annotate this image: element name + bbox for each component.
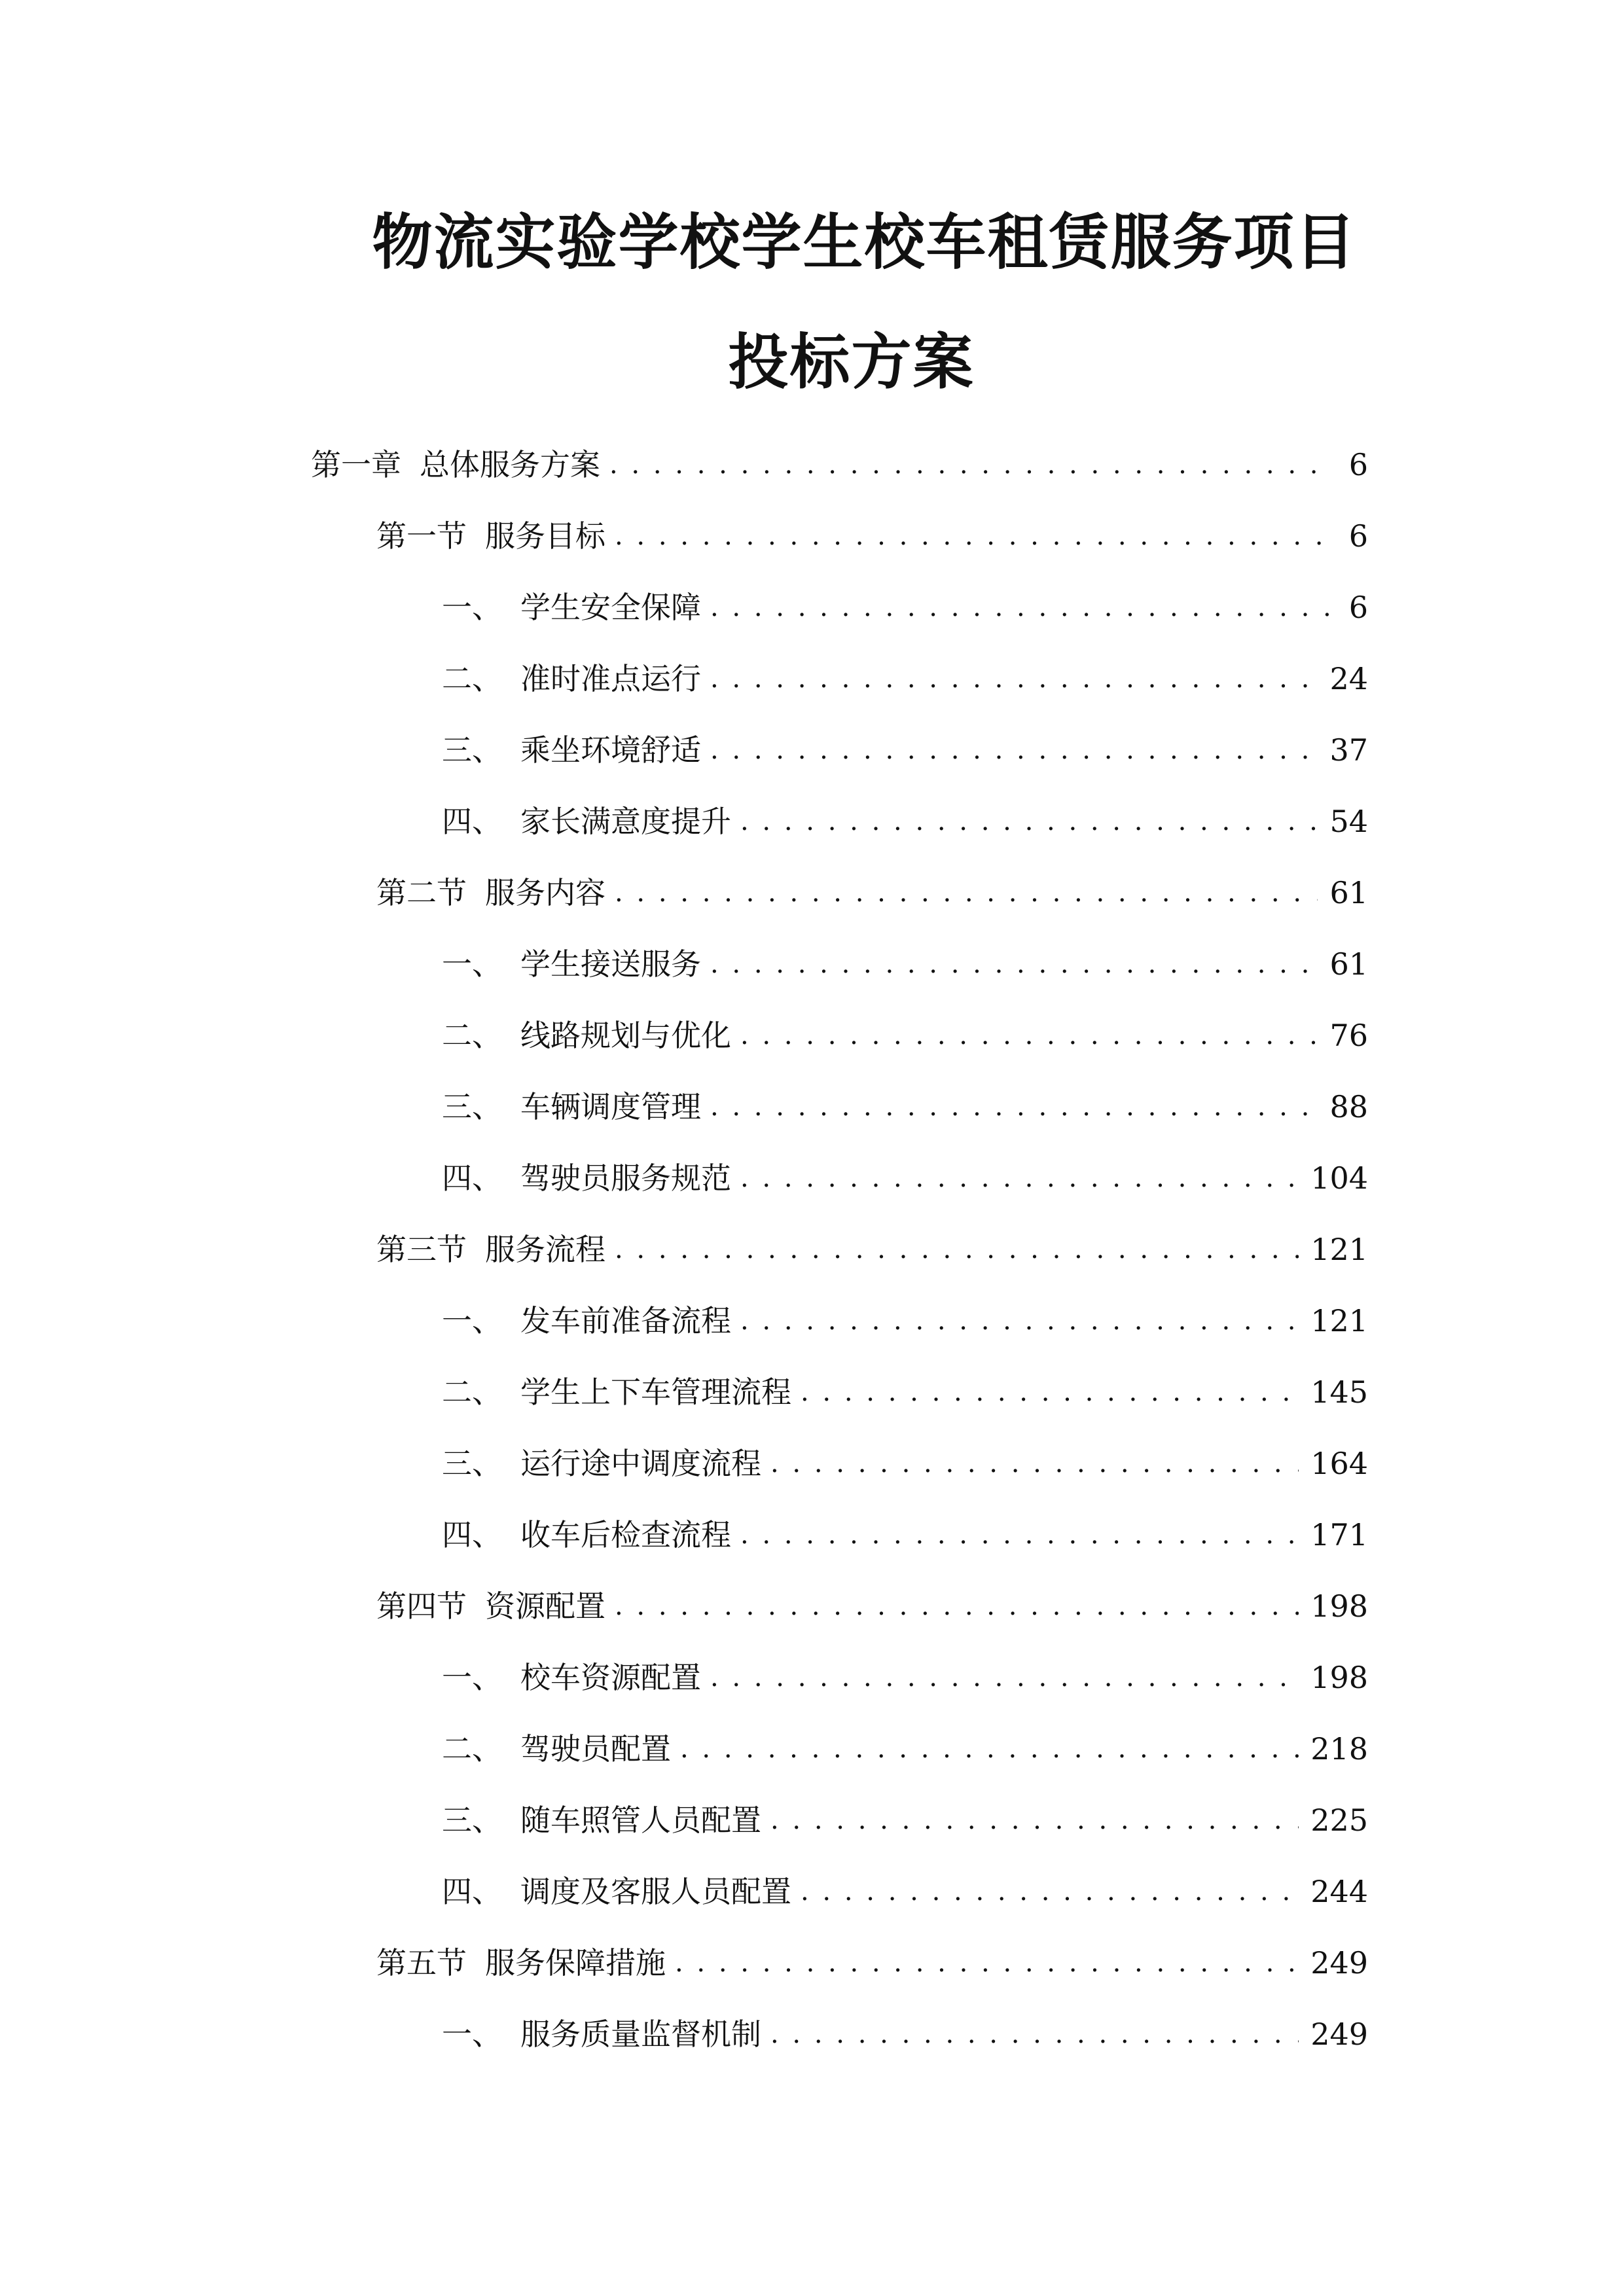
toc-entry[interactable]: [442, 1087, 1368, 1126]
toc-entry-label: 车辆调度管理: [520, 1089, 701, 1124]
toc-dot-leader: [740, 1158, 1299, 1198]
toc-entry[interactable]: [376, 1230, 1368, 1269]
toc-entry-number: 四、: [442, 1874, 502, 1909]
toc-dot-leader: [770, 1444, 1299, 1483]
toc-entry-label: 准时准点运行: [520, 661, 701, 696]
toc-entry[interactable]: [442, 588, 1368, 627]
toc-entry[interactable]: [442, 1444, 1368, 1483]
toc-dot-leader: [770, 1801, 1299, 1840]
toc-entry[interactable]: [376, 873, 1368, 912]
toc-entry-page-number: 225: [1310, 1803, 1368, 1838]
toc-entry-label: 校车资源配置: [520, 1660, 701, 1695]
toc-entry-page-number: 6: [1348, 447, 1368, 482]
toc-dot-leader: [740, 1515, 1299, 1554]
toc-entry[interactable]: [442, 944, 1368, 984]
toc-entry-number: 第一节: [376, 518, 467, 554]
toc-dot-leader: [710, 659, 1318, 698]
toc-entry-page-number: 24: [1329, 661, 1368, 696]
toc-entry-page-number: 249: [1310, 1945, 1368, 1981]
toc-entry-number: 一、: [442, 590, 502, 625]
toc-entry-label: 服务目标: [485, 518, 605, 554]
toc-dot-leader: [710, 1658, 1299, 1697]
toc-entry-label: 随车照管人员配置: [520, 1803, 761, 1838]
toc-entry-page-number: 61: [1329, 875, 1368, 910]
toc-dot-leader: [740, 1301, 1299, 1340]
toc-entry[interactable]: [442, 2015, 1368, 2054]
toc-entry[interactable]: [442, 1016, 1368, 1055]
toc-entry-page-number: 249: [1310, 2017, 1368, 2052]
toc-dot-leader: [801, 1872, 1299, 1911]
toc-entry[interactable]: [376, 1587, 1368, 1626]
toc-entry-number: 第一章: [311, 447, 401, 482]
toc-entry[interactable]: [442, 1158, 1368, 1198]
toc-dot-leader: [675, 1943, 1299, 1982]
toc-entry-number: 四、: [442, 804, 502, 839]
toc-entry-label: 驾驶员配置: [520, 1731, 671, 1767]
toc-entry-number: 一、: [442, 2017, 502, 2052]
toc-entry[interactable]: [442, 1729, 1368, 1768]
toc-entry-page-number: 121: [1310, 1303, 1368, 1338]
toc-entry[interactable]: [442, 1301, 1368, 1340]
toc-entry-number: 一、: [442, 946, 502, 982]
toc-entry-page-number: 6: [1348, 518, 1368, 554]
toc-entry-page-number: 244: [1310, 1874, 1368, 1909]
toc-entry[interactable]: [311, 445, 1368, 484]
toc-dot-leader: [615, 873, 1318, 912]
toc-entry-label: 服务流程: [485, 1232, 605, 1267]
toc-entry-page-number: 218: [1310, 1731, 1368, 1767]
toc-entry-number: 一、: [442, 1660, 502, 1695]
toc-entry-page-number: 171: [1310, 1517, 1368, 1552]
toc-entry-page-number: 145: [1310, 1374, 1368, 1410]
toc-entry[interactable]: [442, 1658, 1368, 1697]
toc-entry-page-number: 37: [1329, 732, 1368, 768]
toc-entry-page-number: 198: [1310, 1660, 1368, 1695]
toc-entry-page-number: 104: [1310, 1160, 1368, 1196]
toc-dot-leader: [740, 802, 1318, 841]
toc-entry[interactable]: [442, 1872, 1368, 1911]
toc-entry-label: 资源配置: [485, 1588, 605, 1624]
toc-entry-number: 第三节: [376, 1232, 467, 1267]
toc-entry[interactable]: [442, 1801, 1368, 1840]
toc-entry-number: 二、: [442, 1374, 502, 1410]
toc-entry-label: 发车前准备流程: [520, 1303, 731, 1338]
toc-entry-label: 服务质量监督机制: [520, 2017, 761, 2052]
toc-entry-label: 调度及客服人员配置: [520, 1874, 791, 1909]
toc-dot-leader: [801, 1372, 1299, 1412]
toc-dot-leader: [609, 445, 1330, 484]
toc-entry-number: 三、: [442, 1803, 502, 1838]
toc-entry-number: 第四节: [376, 1588, 467, 1624]
document-subtitle: 投标方案: [728, 327, 975, 397]
toc-entry-label: 服务保障措施: [485, 1945, 666, 1981]
toc-dot-leader: [710, 1087, 1318, 1126]
toc-entry-number: 三、: [442, 732, 502, 768]
toc-dot-leader: [615, 516, 1330, 556]
toc-dot-leader: [615, 1587, 1299, 1626]
toc-entry-number: 三、: [442, 1446, 502, 1481]
toc-entry-page-number: 164: [1310, 1446, 1368, 1481]
toc-entry-number: 二、: [442, 661, 502, 696]
toc-entry-page-number: 6: [1348, 590, 1368, 625]
toc-entry-page-number: 121: [1310, 1232, 1368, 1267]
toc-entry-label: 学生接送服务: [520, 946, 701, 982]
document-title: 物流实验学校学生校车租赁服务项目: [372, 207, 1357, 278]
toc-dot-leader: [710, 730, 1318, 770]
toc-dot-leader: [680, 1729, 1299, 1768]
toc-entry-page-number: 198: [1310, 1588, 1368, 1624]
toc-entry-number: 三、: [442, 1089, 502, 1124]
toc-entry[interactable]: [442, 730, 1368, 770]
toc-entry-label: 学生上下车管理流程: [520, 1374, 791, 1410]
toc-entry-number: 二、: [442, 1731, 502, 1767]
toc-entry-label: 乘坐环境舒适: [520, 732, 701, 768]
toc-dot-leader: [740, 1016, 1318, 1055]
toc-entry-page-number: 54: [1329, 804, 1368, 839]
toc-entry[interactable]: [376, 516, 1368, 556]
toc-entry-number: 一、: [442, 1303, 502, 1338]
toc-entry[interactable]: [442, 802, 1368, 841]
toc-entry-label: 收车后检查流程: [520, 1517, 731, 1552]
toc-entry-label: 运行途中调度流程: [520, 1446, 761, 1481]
toc-entry[interactable]: [442, 1372, 1368, 1412]
toc-entry[interactable]: [442, 1515, 1368, 1554]
toc-entry-label: 驾驶员服务规范: [520, 1160, 731, 1196]
toc-entry-number: 四、: [442, 1517, 502, 1552]
toc-entry-label: 服务内容: [485, 875, 605, 910]
toc-entry-page-number: 61: [1329, 946, 1368, 982]
toc-entry-number: 第二节: [376, 875, 467, 910]
toc-entry-label: 学生安全保障: [520, 590, 701, 625]
toc-entry[interactable]: [442, 659, 1368, 698]
toc-dot-leader: [615, 1230, 1299, 1269]
toc-entry-number: 二、: [442, 1018, 502, 1053]
toc-dot-leader: [770, 2015, 1299, 2054]
toc-entry-number: 第五节: [376, 1945, 467, 1981]
toc-entry-number: 四、: [442, 1160, 502, 1196]
toc-entry-label: 总体服务方案: [420, 447, 600, 482]
toc-entry[interactable]: [376, 1943, 1368, 1982]
toc-dot-leader: [710, 944, 1318, 984]
toc-entry-page-number: 88: [1329, 1089, 1368, 1124]
toc-dot-leader: [710, 588, 1330, 627]
toc-entry-label: 家长满意度提升: [520, 804, 731, 839]
toc-entry-label: 线路规划与优化: [520, 1018, 731, 1053]
toc-entry-page-number: 76: [1329, 1018, 1368, 1053]
